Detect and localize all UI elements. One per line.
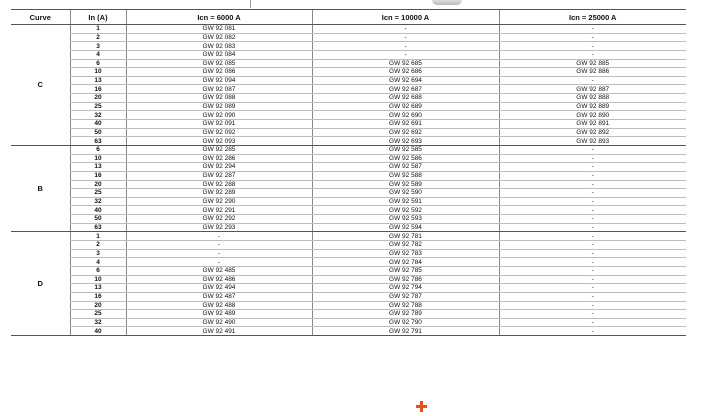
rated-current-cell: 16 — [70, 85, 126, 94]
icn-10000-cell: GW 92 794 — [312, 284, 499, 293]
icn-10000-cell: - — [312, 33, 499, 42]
rated-current-cell: 10 — [70, 154, 126, 163]
icn-25000-cell: GW 92 890 — [499, 111, 686, 120]
rated-current-cell: 4 — [70, 50, 126, 59]
icn-6000-cell: GW 92 494 — [126, 284, 312, 293]
icn-10000-cell: - — [312, 25, 499, 34]
icn-6000-cell: GW 92 488 — [126, 301, 312, 310]
rated-current-cell: 32 — [70, 318, 126, 327]
icn-10000-cell: GW 92 790 — [312, 318, 499, 327]
icn-10000-cell: - — [312, 50, 499, 59]
table-row — [11, 258, 686, 267]
icn-10000-cell: GW 92 688 — [312, 94, 499, 103]
icn-6000-cell: GW 92 090 — [126, 111, 312, 120]
table-row — [11, 189, 686, 198]
table-body — [11, 25, 686, 336]
table-row — [11, 42, 686, 51]
table-row — [11, 241, 686, 250]
rated-current-cell: 63 — [70, 137, 126, 146]
icn-6000-cell: GW 92 290 — [126, 197, 312, 206]
rated-current-cell: 40 — [70, 206, 126, 215]
icn-6000-cell: GW 92 289 — [126, 189, 312, 198]
icn-6000-cell: GW 92 286 — [126, 154, 312, 163]
table-row — [11, 215, 686, 224]
rated-current-cell: 25 — [70, 189, 126, 198]
icn-6000-cell: GW 92 094 — [126, 76, 312, 85]
icn-10000-cell: GW 92 689 — [312, 102, 499, 111]
plus-icon — [416, 401, 427, 412]
rated-current-cell: 50 — [70, 215, 126, 224]
icn-25000-cell: GW 92 888 — [499, 94, 686, 103]
icn-10000-cell: GW 92 784 — [312, 258, 499, 267]
icn-6000-cell: GW 92 091 — [126, 120, 312, 129]
table-row — [11, 180, 686, 189]
table-row — [11, 223, 686, 232]
rated-current-cell: 50 — [70, 128, 126, 137]
icn-25000-cell: - — [499, 284, 686, 293]
icn-10000-cell: GW 92 789 — [312, 310, 499, 319]
icn-6000-cell: GW 92 288 — [126, 180, 312, 189]
icn-25000-cell: GW 92 891 — [499, 120, 686, 129]
icn-25000-cell: - — [499, 189, 686, 198]
icn-25000-cell: - — [499, 25, 686, 34]
icn-10000-cell: GW 92 694 — [312, 76, 499, 85]
icn-10000-cell: GW 92 782 — [312, 241, 499, 250]
rated-current-cell: 13 — [70, 284, 126, 293]
icn-25000-cell: - — [499, 206, 686, 215]
icn-6000-cell: - — [126, 249, 312, 258]
icn-6000-cell: GW 92 084 — [126, 50, 312, 59]
icn-10000-cell: GW 92 783 — [312, 249, 499, 258]
table-row — [11, 120, 686, 129]
icn-25000-cell: - — [499, 249, 686, 258]
table-row — [11, 318, 686, 327]
rated-current-cell: 2 — [70, 241, 126, 250]
icn-6000-cell: GW 92 082 — [126, 33, 312, 42]
table-row — [11, 50, 686, 59]
table-row — [11, 232, 686, 241]
table-row — [11, 128, 686, 137]
rated-current-cell: 20 — [70, 94, 126, 103]
icn-10000-cell: GW 92 687 — [312, 85, 499, 94]
icn-6000-cell: GW 92 491 — [126, 327, 312, 336]
table-row — [11, 33, 686, 42]
icn-25000-cell: - — [499, 327, 686, 336]
icn-25000-cell: - — [499, 292, 686, 301]
icn-6000-cell: GW 92 487 — [126, 292, 312, 301]
table-row — [11, 275, 686, 284]
icn-25000-cell: - — [499, 163, 686, 172]
rated-current-cell: 20 — [70, 301, 126, 310]
icn-25000-cell: - — [499, 310, 686, 319]
rated-current-cell: 16 — [70, 292, 126, 301]
table-row — [11, 154, 686, 163]
icn-25000-cell: - — [499, 197, 686, 206]
icn-10000-cell: GW 92 686 — [312, 68, 499, 77]
icn-10000-cell: GW 92 781 — [312, 232, 499, 241]
icn-6000-cell: GW 92 093 — [126, 137, 312, 146]
rated-current-cell: 1 — [70, 25, 126, 34]
rated-current-cell: 3 — [70, 249, 126, 258]
icn-6000-cell: GW 92 088 — [126, 94, 312, 103]
rated-current-cell: 40 — [70, 327, 126, 336]
icn-6000-cell: GW 92 489 — [126, 310, 312, 319]
icn-25000-cell: - — [499, 318, 686, 327]
icn-10000-cell: GW 92 594 — [312, 223, 499, 232]
rated-current-cell: 6 — [70, 266, 126, 275]
rated-current-cell: 4 — [70, 258, 126, 267]
icn-10000-cell: GW 92 586 — [312, 154, 499, 163]
icn-10000-cell: GW 92 693 — [312, 137, 499, 146]
table-row — [11, 76, 686, 85]
icn-25000-cell: GW 92 892 — [499, 128, 686, 137]
header-rated-current: In (A) — [70, 10, 126, 25]
icn-6000-cell: - — [126, 232, 312, 241]
icn-25000-cell: GW 92 887 — [499, 85, 686, 94]
icn-10000-cell: GW 92 590 — [312, 189, 499, 198]
icn-6000-cell: GW 92 085 — [126, 59, 312, 68]
table-row — [11, 292, 686, 301]
icn-10000-cell: GW 92 592 — [312, 206, 499, 215]
icn-25000-cell: GW 92 886 — [499, 68, 686, 77]
rated-current-cell: 1 — [70, 232, 126, 241]
table-row — [11, 68, 686, 77]
icn-25000-cell: - — [499, 258, 686, 267]
top-divider-line — [250, 0, 251, 8]
rated-current-cell: 2 — [70, 33, 126, 42]
icn-6000-cell: GW 92 285 — [126, 145, 312, 154]
rated-current-cell: 16 — [70, 171, 126, 180]
icn-10000-cell: GW 92 791 — [312, 327, 499, 336]
table-row — [11, 163, 686, 172]
icn-10000-cell: GW 92 690 — [312, 111, 499, 120]
table-row — [11, 266, 686, 275]
table-row — [11, 171, 686, 180]
icn-10000-cell: GW 92 685 — [312, 59, 499, 68]
rated-current-cell: 25 — [70, 102, 126, 111]
icn-25000-cell: GW 92 885 — [499, 59, 686, 68]
icn-6000-cell: GW 92 490 — [126, 318, 312, 327]
icn-25000-cell: - — [499, 223, 686, 232]
icn-10000-cell: GW 92 593 — [312, 215, 499, 224]
icn-6000-cell: GW 92 081 — [126, 25, 312, 34]
icn-6000-cell: GW 92 287 — [126, 171, 312, 180]
icn-25000-cell: - — [499, 145, 686, 154]
table-row — [11, 301, 686, 310]
rated-current-cell: 25 — [70, 310, 126, 319]
table-row — [11, 327, 686, 336]
icn-6000-cell: GW 92 083 — [126, 42, 312, 51]
icn-10000-cell: GW 92 591 — [312, 197, 499, 206]
rated-current-cell: 40 — [70, 120, 126, 129]
icn-10000-cell: GW 92 788 — [312, 301, 499, 310]
header-icn-6000: Icn = 6000 A — [126, 10, 312, 25]
rated-current-cell: 32 — [70, 111, 126, 120]
icn-25000-cell: - — [499, 180, 686, 189]
table-row — [11, 25, 686, 34]
icn-6000-cell: GW 92 485 — [126, 266, 312, 275]
rated-current-cell: 20 — [70, 180, 126, 189]
rated-current-cell: 13 — [70, 163, 126, 172]
table-row — [11, 102, 686, 111]
icn-10000-cell: GW 92 787 — [312, 292, 499, 301]
icn-10000-cell: GW 92 692 — [312, 128, 499, 137]
table-row — [11, 284, 686, 293]
icn-25000-cell: - — [499, 154, 686, 163]
icn-25000-cell: GW 92 893 — [499, 137, 686, 146]
rated-current-cell: 13 — [70, 76, 126, 85]
rated-current-cell: 63 — [70, 223, 126, 232]
icn-6000-cell: GW 92 087 — [126, 85, 312, 94]
icn-6000-cell: GW 92 486 — [126, 275, 312, 284]
header-curve: Curve — [11, 10, 70, 25]
header-icn-10000: Icn = 10000 A — [312, 10, 499, 25]
table-row — [11, 310, 686, 319]
table-row — [11, 59, 686, 68]
icn-10000-cell: GW 92 691 — [312, 120, 499, 129]
icn-6000-cell: GW 92 089 — [126, 102, 312, 111]
icn-10000-cell: GW 92 785 — [312, 266, 499, 275]
icn-10000-cell: GW 92 587 — [312, 163, 499, 172]
rated-current-cell: 3 — [70, 42, 126, 51]
product-image-fragment — [432, 0, 462, 5]
table-row — [11, 85, 686, 94]
icn-25000-cell: - — [499, 232, 686, 241]
icn-6000-cell: GW 92 092 — [126, 128, 312, 137]
icn-6000-cell: GW 92 086 — [126, 68, 312, 77]
table-row — [11, 197, 686, 206]
table-row — [11, 111, 686, 120]
icn-25000-cell: - — [499, 215, 686, 224]
icn-10000-cell: GW 92 588 — [312, 171, 499, 180]
table-header-row — [11, 10, 686, 25]
table-row — [11, 249, 686, 258]
icn-25000-cell: - — [499, 241, 686, 250]
icn-25000-cell: - — [499, 76, 686, 85]
icn-25000-cell: - — [499, 301, 686, 310]
icn-25000-cell: - — [499, 42, 686, 51]
icn-25000-cell: - — [499, 50, 686, 59]
rated-current-cell: 6 — [70, 145, 126, 154]
icn-6000-cell: GW 92 291 — [126, 206, 312, 215]
header-icn-25000: Icn = 25000 A — [499, 10, 686, 25]
table-row — [11, 94, 686, 103]
rated-current-cell: 6 — [70, 59, 126, 68]
icn-10000-cell: GW 92 786 — [312, 275, 499, 284]
icn-25000-cell: - — [499, 171, 686, 180]
rated-current-cell: 10 — [70, 275, 126, 284]
icn-25000-cell: - — [499, 33, 686, 42]
icn-25000-cell: GW 92 889 — [499, 102, 686, 111]
table-row — [11, 206, 686, 215]
icn-10000-cell: - — [312, 42, 499, 51]
product-code-table — [11, 9, 686, 336]
icn-10000-cell: GW 92 589 — [312, 180, 499, 189]
icn-25000-cell: - — [499, 266, 686, 275]
curve-label: B — [11, 145, 70, 231]
icn-6000-cell: GW 92 292 — [126, 215, 312, 224]
rated-current-cell: 32 — [70, 197, 126, 206]
icn-6000-cell: GW 92 293 — [126, 223, 312, 232]
icn-6000-cell: GW 92 294 — [126, 163, 312, 172]
table-row — [11, 137, 686, 146]
icn-6000-cell: - — [126, 241, 312, 250]
icn-25000-cell: - — [499, 275, 686, 284]
curve-label: D — [11, 232, 70, 336]
table-row — [11, 145, 686, 154]
rated-current-cell: 10 — [70, 68, 126, 77]
curve-label: C — [11, 25, 70, 146]
icn-6000-cell: - — [126, 258, 312, 267]
icn-10000-cell: GW 92 585 — [312, 145, 499, 154]
